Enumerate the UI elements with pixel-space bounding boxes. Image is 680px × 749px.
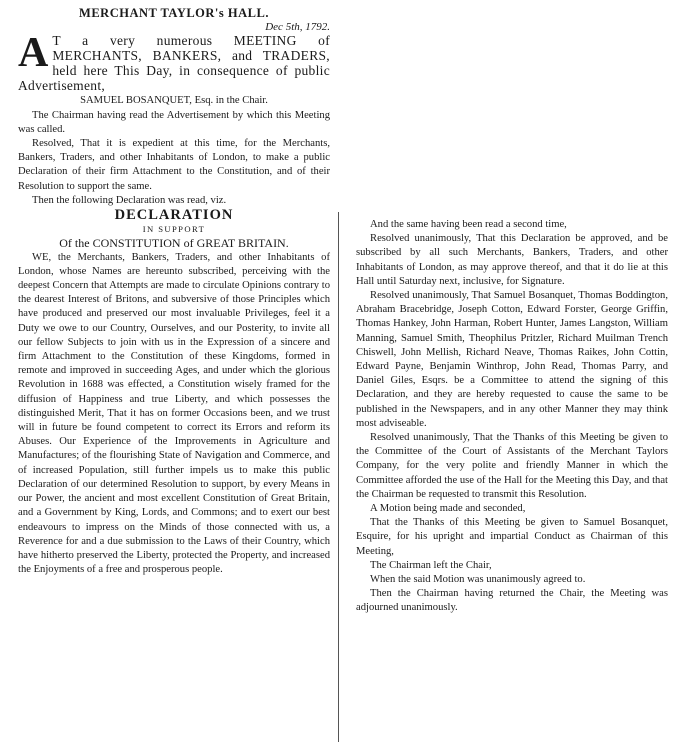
hall-heading: MERCHANT TAYLOR's HALL.: [79, 6, 269, 20]
left-paragraph-1: The Chairman having read the Advertisement by which this Meeting was called.: [18, 109, 330, 135]
right-paragraph-1: And the same having been read a second time,: [370, 219, 567, 230]
declaration-title: DECLARATION: [114, 207, 234, 224]
right-paragraph-5: A Motion being made and seconded,: [370, 503, 526, 515]
left-column: [4, 0, 336, 577]
column-divider: [338, 212, 339, 742]
right-paragraph-3: Resolved unanimously, That Samuel Bosanquet, Thomas Boddington, Abraham Bracebridge, Joseph Cotton, Edward Forster, George Griffin, Thomas Hankey, John Harman, Robert Hunter, James Langston, William Manning, Samuel Smith, Theophilus Pritzler, Richard Muilman Trench Chiswell, John Mellish, Richard Neave, Thomas Raikes, John Cottin, Edward Payne, Benjamin Winthrop, John Read, Thomas Parry, and Daniel Giles, Esqrs. be a Committee to attend the signing of this Declaration, and they are hereby requested to cause the same to be published in the Newspapers, and in any other Manner they may think most adviseable.: [356, 290, 668, 429]
right-column: [340, 0, 676, 616]
in-support-line: IN SUPPORT: [142, 224, 206, 235]
right-paragraph-2: Resolved unanimously, That this Declaration be approved, and be subscribed by all such Merchants, Bankers, Traders, and other Inhabitants of London, as may approve thereof, and that it do lie at this Hall until Saturday next, inclusive, for Signature.: [356, 233, 668, 287]
drop-cap: A: [18, 30, 49, 77]
right-paragraph-6: That the Thanks of this Meeting be given to Samuel Bosanquet, Esquire, for his upright and impartial Conduct as Chairman of this Meeting,: [356, 517, 668, 557]
meeting-date: Dec 5th, 1792.: [265, 21, 330, 34]
declaration-body: WE, the Merchants, Bankers, Traders, and other Inhabitants of London, whose Names are hereunto subscribed, perceiving with the deepest Concern that Attempts are made to circulate Opinions contrary to the dearest Interest of Britons, and subversive of those Principles which have produced and preserved our most invaluable Privileges, feel it a Duty we owe to our Country, Ourselves, and our Posterity, to invite all our fellow Subjects to join with us in the Expression of a sincere and firm Attachment to the Constitution of these Kingdoms, formed in remote and improved in succeeding Ages, and under which the glorious Revolution in 1688 was effected, a Constitution wisely framed for the diffusion of Happiness and true Liberty, and which possesses the distinguished Merit, That it has on former Occasions been, and we trust will in future be found competent to correct its Errors and reform its Abuses. Our Experience of the Improvements in Agriculture and Manufactures; of the flourishing State of Navigation and Commerce, and of increased Population, still further impels us to make this public Declaration of our determined Resolution to support, by every Means in our Power, the ancient and most excellent Constitution of Great Britain, and a Government by King, Lords, and Commons; and to exert our best endeavours to impress on the Minds of those connected with us, a Reverence for and a due submission to the Laws of their Country, which have hitherto preserved the Liberty, protected the Property, and increased the Enjoyments of a free and prosperous people.: [18, 251, 330, 576]
left-paragraph-2: Resolved, That it is expedient at this time, for the Merchants, Bankers, Traders, and other Inhabitants of London, to make a public Declaration of their firm Attachment to the Constitution, and of their Resolution to support the same.: [18, 138, 330, 192]
intro-paragraph: [18, 30, 330, 94]
intro-text: T a very numerous MEETING of MERCHANTS, BANKERS, and TRADERS, held here This Day, in consequence of public Advertisement,: [18, 33, 330, 94]
right-paragraph-7: The Chairman left the Chair,: [370, 559, 492, 571]
right-paragraph-4: Resolved unanimously, That the Thanks of this Meeting be given to the Committee of the Court of Assistants of the Merchant Taylors Company, for the very polite and friendly Manner in which the Committee afforded the use of the Hall for the Meeting this Day, and that the Chairman be requested to transmit this Resolution.: [356, 432, 668, 500]
constitution-line: Of the CONSTITUTION of GREAT BRITAIN.: [59, 236, 289, 251]
left-paragraph-3: Then the following Declaration was read, viz.: [32, 194, 227, 206]
right-paragraph-9: Then the Chairman having returned the Chair, the Meeting was adjourned unanimously.: [356, 588, 668, 614]
right-paragraph-8: When the said Motion was unanimously agreed to.: [370, 574, 586, 586]
chair-line: SAMUEL BOSANQUET, Esq. in the Chair.: [80, 95, 268, 107]
